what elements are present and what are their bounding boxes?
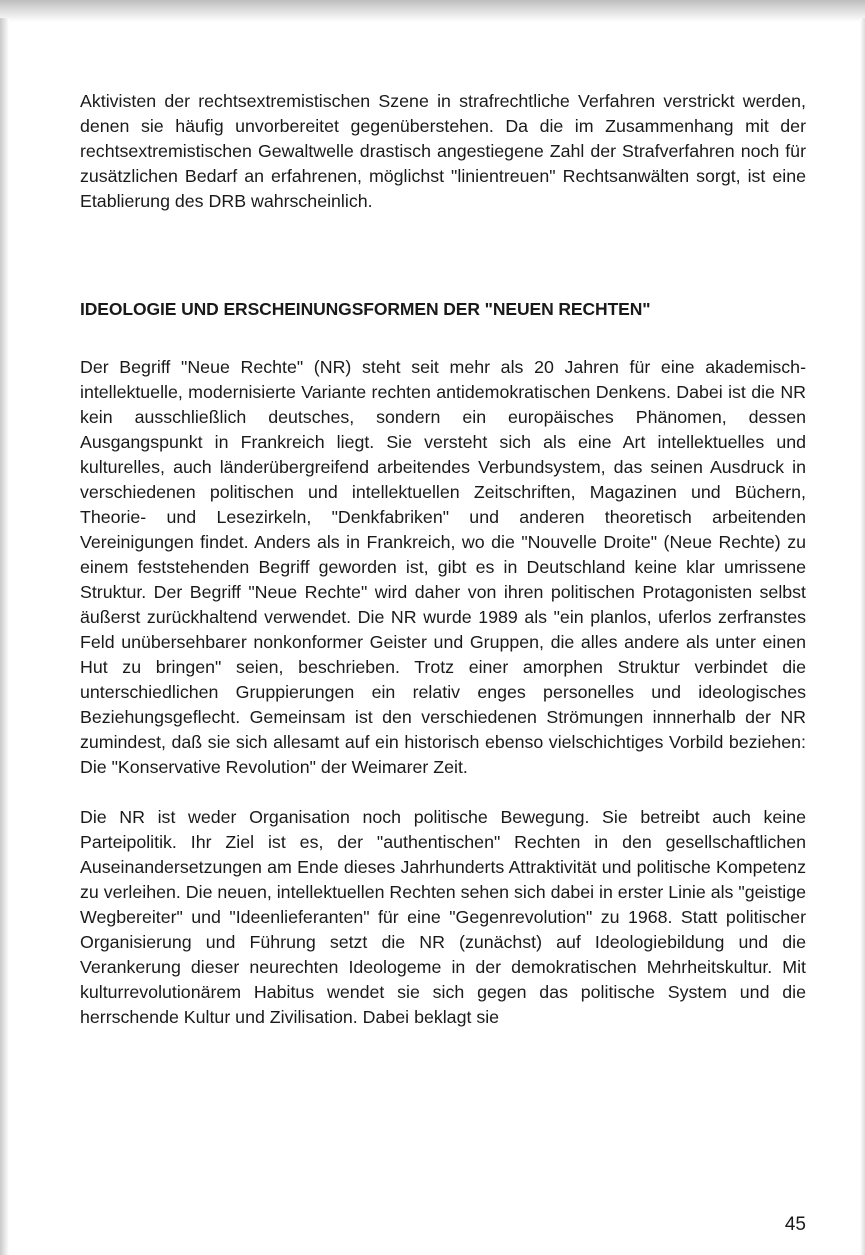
page-number: 45 <box>784 1214 806 1235</box>
page-body <box>80 89 806 1030</box>
scan-edge-top <box>0 0 865 22</box>
section-heading: IDEOLOGIE UND ERSCHEINUNGSFORMEN DER "NEUEN RECHTEN" <box>80 299 651 319</box>
body-paragraph-1: Der Begriff "Neue Rechte" (NR) steht seit mehr als 20 Jahren für eine akademisch-intellektuelle, modernisierte Variante rechten antidemokratischen Denkens. Dabei ist die NR kein ausschließlich deutsches, sondern ein europäisches Phänomen, dessen Ausgangspunkt in Frankreich liegt. Sie versteht sich als eine Art intellektuelles und kulturelles, auch länderübergreifend arbeitendes Verbundsystem, das seinen Ausdruck in verschiedenen politischen und intellektuellen Zeitschriften, Magazinen und Büchern, Theorie- und Lesezirkeln, "Denkfabriken" und anderen theoretisch arbeitenden Vereinigungen findet. Anders als in Frankreich, wo die "Nouvelle Droite" (Neue Rechte) zu einem feststehenden Begriff geworden ist, gibt es in Deutschland keine klar umrissene Struktur. Der Begriff "Neue Rechte" wird daher von ihren politischen Protagonisten selbst äußerst zurückhaltend verwendet. Die NR wurde 1989 als "ein planlos, uferlos zerfranstes Feld unübersehbarer nonkonformer Geister und Gruppen, die alles andere als unter einen Hut zu bringen" seien, beschrieben. Trotz einer amorphen Struktur verbindet die unterschiedlichen Gruppierungen ein relativ enges personelles und ideologisches Beziehungsgeflecht. Gemeinsam ist den verschiedenen Strömungen innnerhalb der NR zumindest, daß sie sich allesamt auf ein historisch ebenso vielschichtiges Vorbild beziehen: Die "Konservative Revolution" der Weimarer Zeit. <box>80 357 806 777</box>
scan-edge-right <box>860 18 865 1255</box>
intro-paragraph: Aktivisten der rechtsextremistischen Szene in strafrechtliche Verfahren verstrickt werden, denen sie häufig unvorbereitet gegenüberstehen. Da die im Zusammenhang mit der rechtsextremistischen Gewaltwelle drastisch angestiegene Zahl der Strafverfahren noch für zusätzlichen Bedarf an erfahrenen, möglichst "linientreuen" Rechtsanwälten sorgt, ist eine Etablierung des DRB wahrscheinlich. <box>80 91 806 211</box>
body-paragraph-2: Die NR ist weder Organisation noch politische Bewegung. Sie betreibt auch keine Parteipolitik. Ihr Ziel ist es, der "authentischen" Rechten in den gesellschaftlichen Auseinandersetzungen am Ende dieses Jahrhunderts Attraktivität und politische Kompetenz zu verleihen. Die neuen, intellektuellen Rechten sehen sich dabei in erster Linie als "geistige Wegbereiter" und "Ideenlieferanten" für eine "Gegenrevolution" zu 1968. Statt politischer Organisierung und Führung setzt die NR (zunächst) auf Ideologiebildung und die Verankerung dieser neurechten Ideologeme in der demokratischen Mehrheitskultur. Mit kulturrevolutionärem Habitus wendet sie sich gegen das politische System und die herrschende Kultur und Zivilisation. Dabei beklagt sie <box>80 807 806 1027</box>
scan-edge-left <box>0 18 9 1255</box>
